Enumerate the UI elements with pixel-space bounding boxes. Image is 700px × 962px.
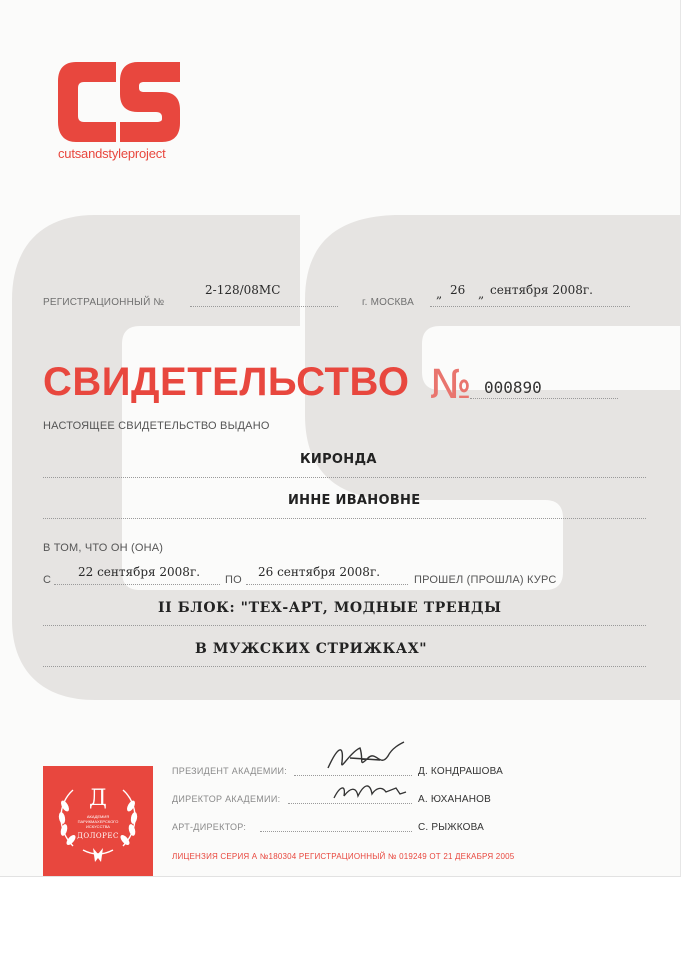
license-footer: ЛИЦЕНЗИЯ СЕРИЯ А №180304 РЕГИСТРАЦИОННЫЙ № 019249 ОТ 21 ДЕКАБРЯ 2005 [172, 852, 515, 861]
certificate-number: 000890 [484, 378, 542, 397]
emblem-brand: ДОЛОРЕС [77, 832, 119, 840]
recipient-name: ИННЕ ИВАНОВНЕ [288, 493, 421, 508]
art-director-role: АРТ-ДИРЕКТОР: [172, 822, 247, 832]
to-date-dots [246, 584, 408, 585]
art-director-name: С. РЫЖКОВА [418, 822, 485, 833]
passed-course-label: ПРОШЕЛ (ПРОШЛА) КУРС [414, 574, 557, 586]
president-role: ПРЕЗИДЕНТ АКАДЕМИИ: [172, 766, 288, 776]
president-name: Д. КОНДРАШОВА [418, 766, 504, 777]
registration-dots [190, 306, 338, 307]
certificate-title: СВИДЕТЕЛЬСТВО [43, 360, 410, 404]
art-director-sign-dots [260, 831, 412, 832]
emblem-text: АКАДЕМИЯ ПАРИКМАХЕРСКОГО ИСКУССТВА [77, 814, 119, 829]
surname-dots [43, 477, 646, 478]
date-dots [430, 306, 630, 307]
course-line-2-dots [43, 666, 646, 667]
from-date: 22 сентября 2008г. [78, 565, 201, 579]
name-dots [43, 518, 646, 519]
brand-tagline: cutsandstyleproject [58, 146, 166, 161]
emblem-letter: Д [89, 786, 107, 811]
open-quote: „ [436, 287, 443, 301]
that-label: В ТОМ, ЧТО ОН (ОНА) [43, 542, 164, 554]
certificate-number-dots [470, 398, 618, 399]
registration-label: РЕГИСТРАЦИОННЫЙ № [43, 297, 165, 308]
president-signature-icon [320, 738, 410, 778]
to-label: ПО [225, 574, 242, 586]
course-title-line-1: II БЛОК: "ТЕХ-АРТ, МОДНЫЕ ТРЕНДЫ [158, 600, 502, 616]
number-sign: № [430, 362, 472, 408]
director-signature-icon [330, 776, 410, 806]
academy-emblem [43, 766, 153, 876]
close-quote: „ [478, 287, 485, 301]
recipient-surname: КИРОНДА [300, 452, 377, 467]
from-date-dots [54, 584, 220, 585]
course-title-line-2: В МУЖСКИХ СТРИЖКАХ" [195, 641, 428, 657]
course-line-1-dots [43, 625, 646, 626]
issued-to-label: НАСТОЯЩЕЕ СВИДЕТЕЛЬСТВО ВЫДАНО [43, 420, 270, 432]
director-role: ДИРЕКТОР АКАДЕМИИ: [172, 794, 281, 804]
date-day: 26 [450, 283, 466, 297]
registration-number: 2-128/08МС [205, 283, 281, 297]
director-name: А. ЮХАНАНОВ [418, 794, 491, 805]
city-label: г. МОСКВА [362, 297, 414, 308]
from-label: С [43, 574, 52, 586]
to-date: 26 сентября 2008г. [258, 565, 381, 579]
date-month-year: сентября 2008г. [490, 283, 593, 297]
